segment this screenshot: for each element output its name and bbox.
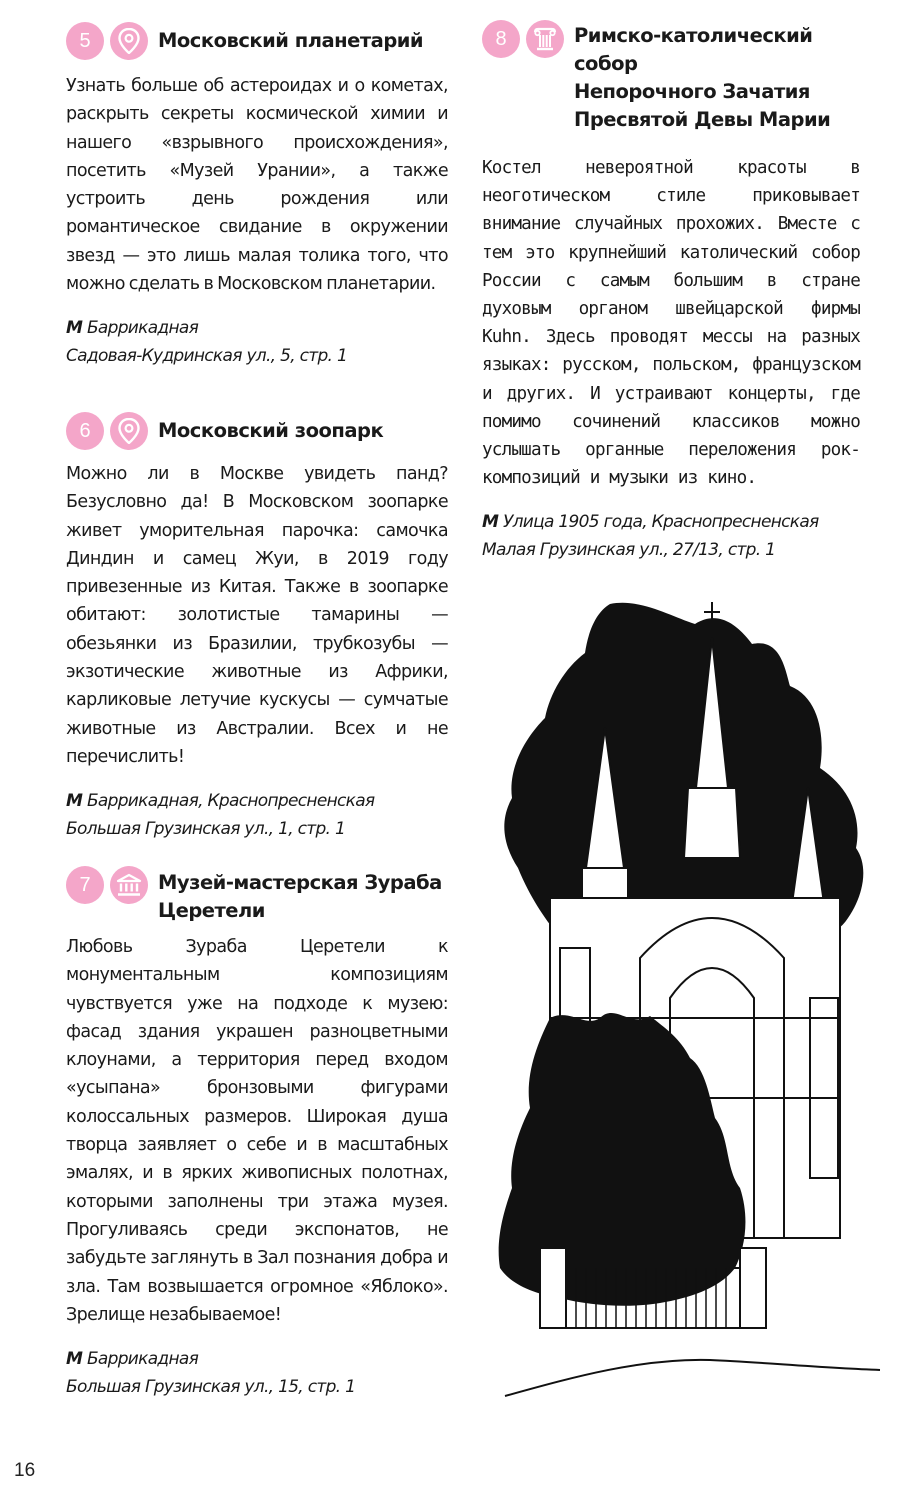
entry-location (482, 508, 860, 564)
metro-line (66, 314, 448, 342)
entry-title-line: Церетели (158, 899, 265, 922)
entry-title-line: Московский планетарий (158, 29, 424, 52)
entry-title-line: Римско-католический собор (574, 24, 813, 75)
entry-title (158, 866, 442, 925)
location-pin-icon (110, 412, 148, 450)
street-address: Садовая-Кудринская ул., 5, стр. 1 (66, 346, 348, 367)
metro-marker: М (66, 318, 83, 339)
metro-stations: Улица 1905 года, Краснопресненская (502, 512, 819, 533)
entry-description: Узнать больше об астероидах и о кометах, раскрыть секреты космической химии и нашего «взрывного происхождения», посетить «Музей Урании», а также устроить день рождения или романтическое свидание в окружении звезд — это лишь малая толика того, что можно сделать в Московском планетарии. (66, 76, 448, 295)
entry-tsereteli-museum (66, 866, 448, 1401)
metro-marker: М (482, 512, 499, 533)
entry-title (158, 412, 383, 445)
entry-title (574, 20, 860, 134)
column-icon (526, 20, 564, 58)
street-address: Малая Грузинская ул., 27/13, стр. 1 (482, 540, 776, 561)
entry-number-badge: 7 (66, 866, 104, 904)
entry-title (158, 22, 423, 55)
cathedral-illustration (490, 598, 890, 1408)
entry-title-line: Пресвятой Девы Марии (574, 108, 831, 131)
entry-location (66, 787, 448, 843)
entry-header (66, 866, 448, 925)
entry-header (66, 22, 448, 60)
entry-number-badge: 5 (66, 22, 104, 60)
location-pin-icon (110, 22, 148, 60)
metro-marker: М (66, 1349, 83, 1370)
metro-stations: Баррикадная (86, 1349, 199, 1370)
ground-line (505, 1360, 880, 1396)
entry-header (66, 412, 448, 450)
entry-description: Костел невероятной красоты в неоготическом стиле приковывает внимание случайных прохожих. Вместе с тем это крупнейший католический собор России с самым большим в стране духовым органом швейцарской фирмы Kuhn. Здесь проводят мессы на разных языках: русском, польском, французском и других. И устраивают концерты, где помимо сочинений классиков можно услышать органные переложения рок-композиций и музыки из кино. (482, 158, 860, 489)
entry-number-badge: 6 (66, 412, 104, 450)
entry-zoo (66, 412, 448, 843)
entry-title-line: Музей-мастерская Зураба (158, 871, 442, 894)
metro-stations: Баррикадная (86, 318, 199, 339)
metro-line (66, 1345, 448, 1373)
entry-title-line: Непорочного Зачатия (574, 80, 810, 103)
entry-title-line: Московский зоопарк (158, 419, 384, 442)
entry-header (482, 20, 860, 134)
metro-line (482, 508, 860, 536)
page-number: 16 (14, 1460, 36, 1481)
entry-cathedral (482, 20, 860, 564)
entry-number-badge: 8 (482, 20, 520, 58)
street-address: Большая Грузинская ул., 1, стр. 1 (66, 819, 346, 840)
entry-description: Любовь Зураба Церетели к монументальным композициям чувствуется уже на подходе к музею: фасад здания украшен разноцветными клоунами, а территория перед входом «усыпана» бронзовыми фигурами колоссальных размеров. Широкая душа творца заявляет о себе и в масштабных эмалях, и в ярких живописных полотнах, которыми заполнены три этажа музея. Прогуливаясь среди экспонатов, не забудьте заглянуть в Зал познания добра и зла. Там возвышается огромное «Яблоко». Зрелище незабываемое! (66, 937, 448, 1325)
entry-location (66, 314, 448, 370)
metro-line (66, 787, 448, 815)
metro-stations: Баррикадная, Краснопресненская (86, 791, 375, 812)
entry-location (66, 1345, 448, 1401)
metro-marker: М (66, 791, 83, 812)
museum-building-icon (110, 866, 148, 904)
entry-description: Можно ли в Москве увидеть панд? Безусловно да! В Московском зоопарке живет уморительная парочка: самочка Диндин и самец Жуи, в 2019 году привезенные из Китая. Также в зоопарке обитают: золотистые тамарины — обезьянки из Бразилии, трубкозубы — экзотические животные из Африки, карликовые летучие кускусы — сумчатые животные из Австралии. Всех и не перечислить! (66, 464, 448, 767)
entry-planetarium (66, 22, 448, 370)
street-address: Большая Грузинская ул., 15, стр. 1 (66, 1377, 356, 1398)
